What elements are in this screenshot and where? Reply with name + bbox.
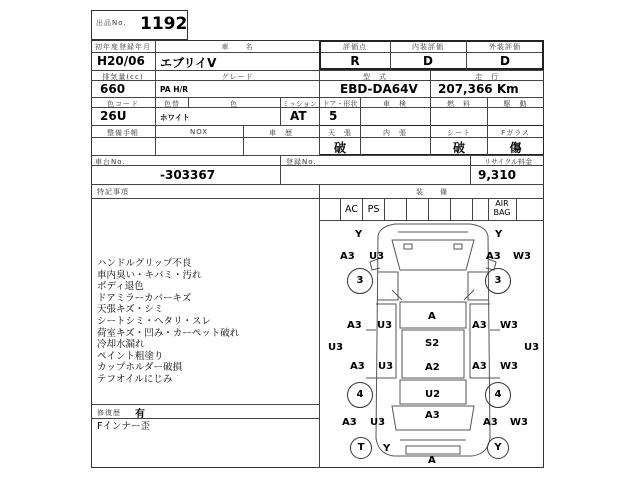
- equip-airbag: AIR BAG: [493, 199, 511, 217]
- lot-number: 1192: [140, 14, 188, 34]
- reg-no-label: 登録No.: [286, 158, 317, 166]
- damage-mark: A3: [486, 251, 501, 262]
- interior-value: D: [423, 54, 433, 68]
- damage-mark: A3: [350, 361, 365, 372]
- damage-mark: Y: [383, 443, 391, 454]
- exterior-value: D: [500, 54, 510, 68]
- fglass-value: 傷: [509, 141, 522, 155]
- color-code-label: 色コード: [107, 100, 139, 108]
- chassis-value: -303367: [160, 168, 216, 182]
- damage-mark: W3: [500, 361, 518, 372]
- tail-right-lamp-icon: Y: [487, 437, 509, 459]
- damage-mark: W3: [500, 320, 518, 331]
- first-reg-label: 初年度登録年月: [95, 43, 151, 51]
- rear-right-wheel-icon: 4: [485, 382, 511, 408]
- seat-label: シート: [447, 129, 471, 137]
- remarks-label: 特記事項: [97, 188, 129, 196]
- lot-number-label: 出品No.: [96, 19, 127, 27]
- remark-line: 天張キズ・シミ: [97, 304, 164, 316]
- front-left-wheel-icon: 3: [347, 268, 373, 294]
- inspection-label: 車 検: [383, 100, 407, 108]
- score-label: 評価点: [343, 43, 367, 51]
- repair-label: 修復歴: [97, 409, 121, 417]
- nox-label: NOX: [189, 128, 209, 136]
- remark-line: 冷却水漏れ: [97, 339, 145, 351]
- remark-line: テフオイルにじみ: [97, 374, 173, 385]
- grade-label: グレード: [221, 73, 254, 81]
- color-value: ホワイト: [160, 113, 190, 122]
- doors-value: 5: [329, 109, 338, 123]
- tail-left-lamp-icon: T: [350, 437, 372, 459]
- recolor-label: 色替: [164, 100, 180, 108]
- equip-ac: AC: [345, 204, 358, 215]
- damage-mark: U3: [524, 342, 540, 353]
- interior-label: 内装評価: [412, 43, 444, 51]
- grade-value: PA H/R: [160, 85, 189, 94]
- remark-line: ボディ退色: [97, 281, 144, 293]
- damage-mark: U3: [378, 361, 394, 372]
- exterior-label: 外装評価: [489, 43, 521, 51]
- damage-mark: S2: [425, 338, 440, 349]
- damage-mark: U2: [425, 389, 441, 400]
- damage-mark: U3: [370, 417, 386, 428]
- displacement-value: 660: [100, 82, 126, 96]
- transmission-label: ミッション: [282, 100, 317, 108]
- equip-ps: PS: [367, 204, 380, 215]
- damage-mark: U3: [369, 251, 385, 262]
- damage-mark: A: [428, 311, 436, 322]
- damage-mark: Y: [495, 229, 503, 240]
- fglass-label: Fガラス: [501, 129, 530, 137]
- remark-line: シートシミ・ヘタリ・スレ: [97, 316, 212, 327]
- damage-mark: A3: [340, 251, 355, 262]
- recycle-label: リサイクル料金: [483, 158, 533, 166]
- fuel-label: 燃 料: [447, 100, 471, 108]
- remark-line: カップホルダー破損: [97, 362, 183, 374]
- damage-mark: A3: [472, 320, 487, 331]
- rear-left-wheel-icon: 4: [347, 382, 373, 408]
- drive-label: 駆 動: [503, 100, 528, 108]
- transmission-value: AT: [290, 109, 307, 123]
- recycle-value: 9,310: [478, 168, 516, 182]
- mileage-label: 走 行: [475, 73, 499, 81]
- color-code-value: 26U: [100, 109, 127, 123]
- mileage-value: 207,366 Km: [438, 82, 519, 96]
- displacement-label: 排気量(cc): [102, 73, 144, 81]
- model-label: 型 式: [363, 73, 387, 81]
- damage-mark: W3: [513, 251, 531, 262]
- inner-lining-label: 内 張: [383, 129, 407, 137]
- repair-detail: Fインナー歪: [97, 421, 150, 432]
- doors-label: ドア・形状: [322, 100, 358, 108]
- damage-mark: A3: [347, 320, 362, 331]
- remark-line: ペイント粗塗り: [97, 350, 164, 362]
- maintenance-label: 整備手帳: [107, 129, 139, 137]
- front-right-wheel-icon: 3: [485, 268, 511, 294]
- seat-value: 破: [452, 141, 465, 155]
- chassis-label: 車台No.: [95, 158, 126, 166]
- model-value: EBD-DA64V: [340, 82, 418, 96]
- history-label: 車 歴: [269, 129, 293, 137]
- color-label: 色: [230, 100, 238, 108]
- damage-mark: A3: [425, 410, 440, 421]
- damage-mark: W3: [510, 417, 528, 428]
- score-value: R: [350, 54, 360, 68]
- damage-mark: A3: [342, 417, 357, 428]
- remark-line: ドアミラーカバーキズ: [97, 292, 192, 304]
- damage-mark: A2: [425, 362, 440, 373]
- remark-line: 車内臭い・キバミ・汚れ: [97, 269, 202, 281]
- damage-mark: U3: [377, 320, 393, 331]
- repair-value: 有: [135, 409, 145, 420]
- damage-mark: A: [428, 455, 436, 466]
- damage-mark: Y: [355, 229, 363, 240]
- ceiling-label: 天 張: [328, 129, 352, 137]
- car-name-value: エブリイV: [160, 56, 217, 70]
- remark-line: 荷室キズ・凹み・カーペット破れ: [97, 327, 240, 339]
- damage-mark: U3: [328, 342, 344, 353]
- ceiling-value: 破: [333, 141, 346, 155]
- car-name-label: 車 名: [221, 43, 254, 51]
- damage-mark: A3: [483, 417, 498, 428]
- damage-mark: A3: [472, 361, 487, 372]
- remark-line: ハンドルグリップ不良: [97, 258, 192, 269]
- first-reg-value: H20/06: [97, 54, 145, 68]
- equipment-label: 装 備: [416, 188, 448, 196]
